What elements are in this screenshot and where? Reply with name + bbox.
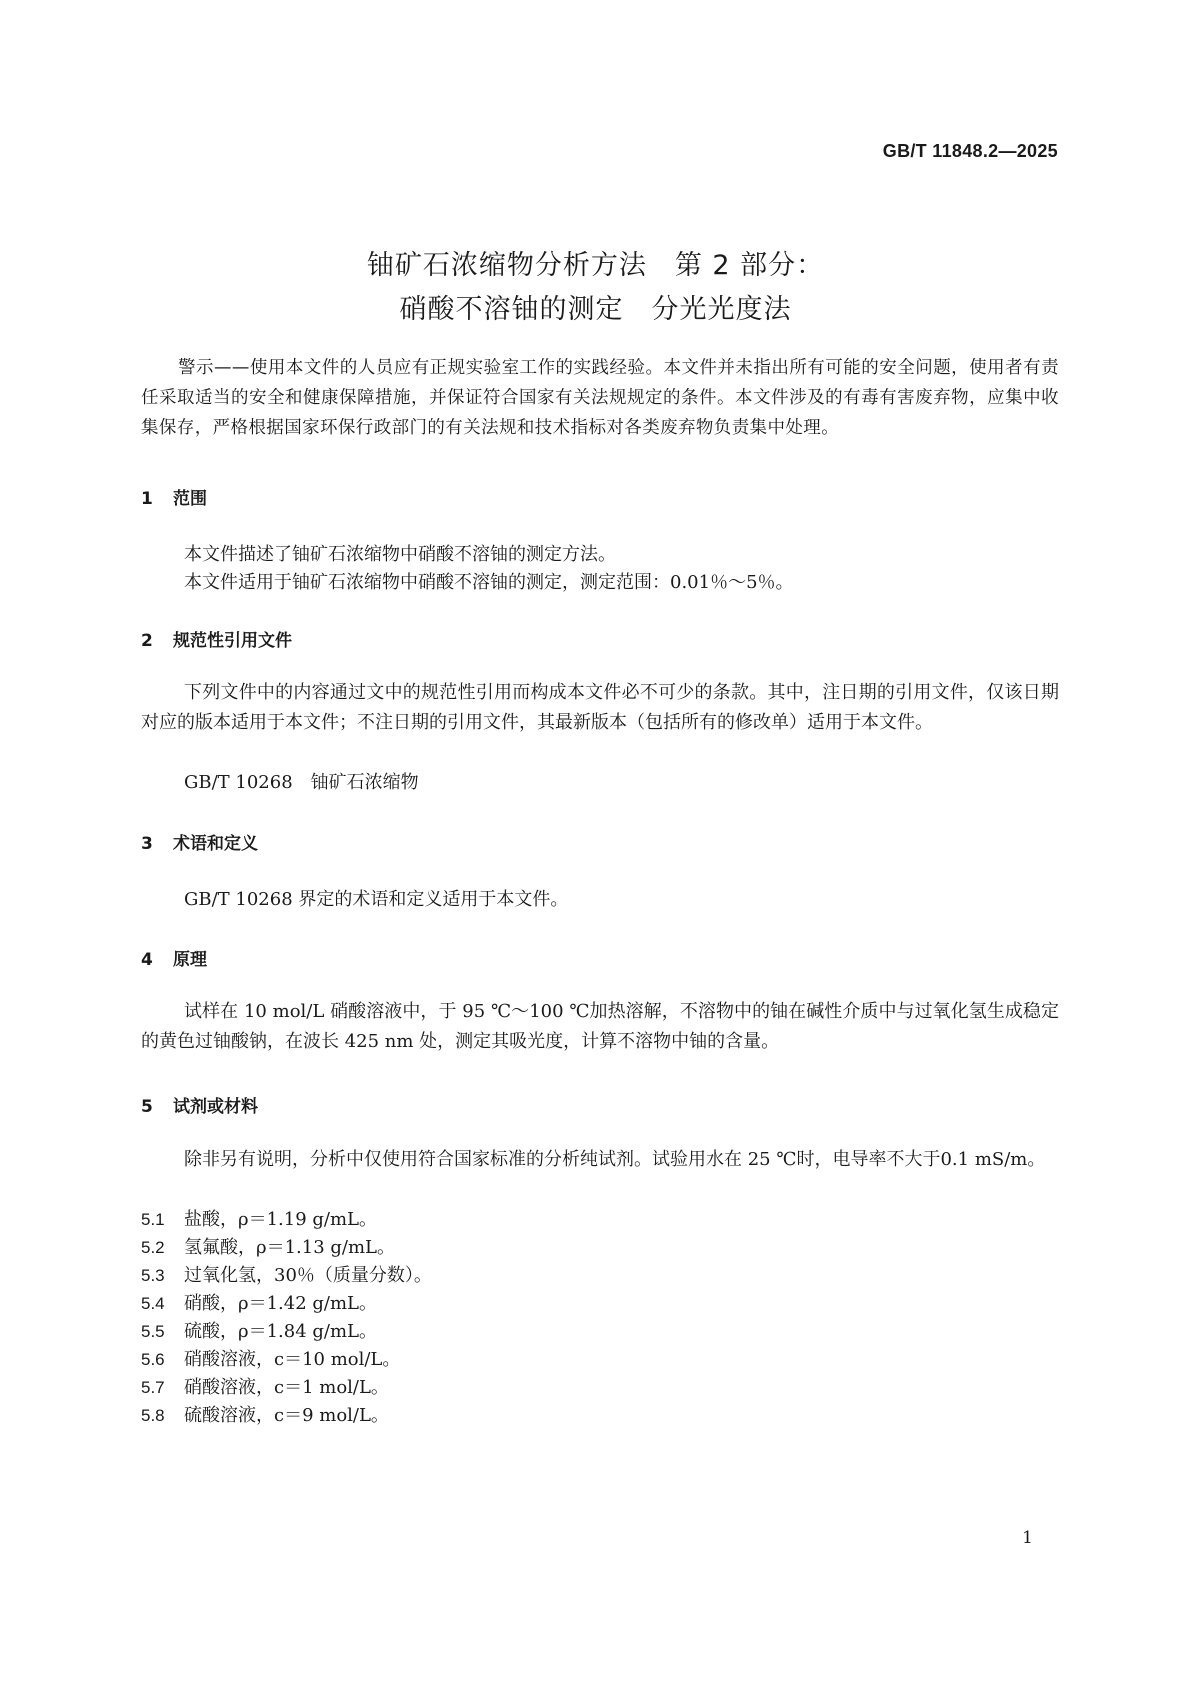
title-main: 铀矿石浓缩物分析方法 (366, 250, 647, 281)
item-text: 硝酸溶液，c＝10 mol/L。 (184, 1349, 401, 1370)
reagent-item (141, 1205, 377, 1231)
item-text: 盐酸，ρ＝1.19 g/mL。 (184, 1209, 377, 1230)
reagent-item (141, 1261, 432, 1287)
scope-paragraph-2: 本文件适用于铀矿石浓缩物中硝酸不溶铀的测定，测定范围：0.01％～5％。 (184, 572, 794, 593)
item-number: 5.1 (141, 1210, 165, 1229)
item-number: 5.5 (141, 1322, 165, 1341)
section-number: 2 (141, 631, 153, 651)
warning-paragraph: 警示——使用本文件的人员应有正规实验室工作的实践经验。本文件并未指出所有可能的安全问题，使用者有责任采取适当的安全和健康保障措施，并保证符合国家有关法规规定的条件。本文件涉及的有毒有害废弃物，应集中收集保存，严格根据国家环保行政部门的有关法规和技术指标对各类废弃物负责集中处理。 (141, 358, 1059, 438)
section-number: 4 (141, 950, 153, 970)
title-method: 分光光度法 (651, 294, 792, 325)
item-number: 5.4 (141, 1294, 165, 1313)
item-text: 硫酸，ρ＝1.84 g/mL。 (184, 1321, 377, 1342)
standard-code: GB/T 11848.2—2025 (882, 141, 1058, 161)
item-text: 硝酸，ρ＝1.42 g/mL。 (184, 1293, 377, 1314)
reagent-item (141, 1233, 395, 1259)
references-paragraph: 下列文件中的内容通过文中的规范性引用而构成本文件必不可少的条款。其中，注日期的引用文件，仅该日期对应的版本适用于本文件；不注日期的引用文件，其最新版本（包括所有的修改单）适用于本文件。 (141, 682, 1059, 733)
reagent-item (141, 1373, 389, 1399)
section-title: 范围 (173, 489, 207, 509)
document-title-line-1 (0, 243, 1191, 282)
item-number: 5.8 (141, 1406, 165, 1425)
section-title: 试剂或材料 (173, 1097, 258, 1117)
section-heading-reagents (141, 1092, 258, 1117)
section-number: 1 (141, 489, 153, 509)
section-heading-normative-references (141, 626, 292, 651)
item-number: 5.2 (141, 1238, 165, 1257)
item-text: 过氧化氢，30％（质量分数）。 (184, 1265, 432, 1286)
item-number: 5.6 (141, 1350, 165, 1369)
principle-paragraph: 试样在 10 mol/L 硝酸溶液中，于 95 ℃～100 ℃加热溶解，不溶物中的铀在碱性介质中与过氧化氢生成稳定的黄色过铀酸钠，在波长 425 nm 处，测定其吸光度，计算不溶物中铀的含量。 (141, 1001, 1059, 1052)
title-subject: 硝酸不溶铀的测定 (399, 294, 624, 325)
title-part: 第 2 部分： (674, 250, 825, 281)
item-text: 氢氟酸，ρ＝1.13 g/mL。 (184, 1237, 395, 1258)
section-number: 5 (141, 1097, 153, 1117)
item-number: 5.7 (141, 1378, 165, 1397)
reagents-paragraph: 除非另有说明，分析中仅使用符合国家标准的分析纯试剂。试验用水在 25 ℃时，电导率不大于0.1 mS/m。 (184, 1149, 1046, 1170)
section-heading-principle (141, 945, 207, 970)
section-number: 3 (141, 834, 153, 854)
item-text: 硝酸溶液，c＝1 mol/L。 (184, 1377, 389, 1398)
reagent-item (141, 1317, 377, 1343)
scope-paragraph-1: 本文件描述了铀矿石浓缩物中硝酸不溶铀的测定方法。 (184, 544, 616, 565)
reagent-item (141, 1401, 389, 1427)
section-title: 原理 (173, 950, 207, 970)
terms-paragraph: GB/T 10268 界定的术语和定义适用于本文件。 (184, 889, 569, 910)
item-text: 硫酸溶液，c＝9 mol/L。 (184, 1405, 389, 1426)
reagent-item (141, 1345, 400, 1371)
document-title-line-2 (0, 287, 1191, 326)
reference-entry: GB/T 10268 铀矿石浓缩物 (184, 772, 419, 793)
section-heading-terms (141, 829, 258, 854)
item-number: 5.3 (141, 1266, 165, 1285)
page-number: 1 (1022, 1528, 1033, 1548)
reagent-item (141, 1289, 377, 1315)
section-heading-scope (141, 484, 207, 509)
section-title: 术语和定义 (173, 834, 258, 854)
section-title: 规范性引用文件 (173, 631, 292, 651)
